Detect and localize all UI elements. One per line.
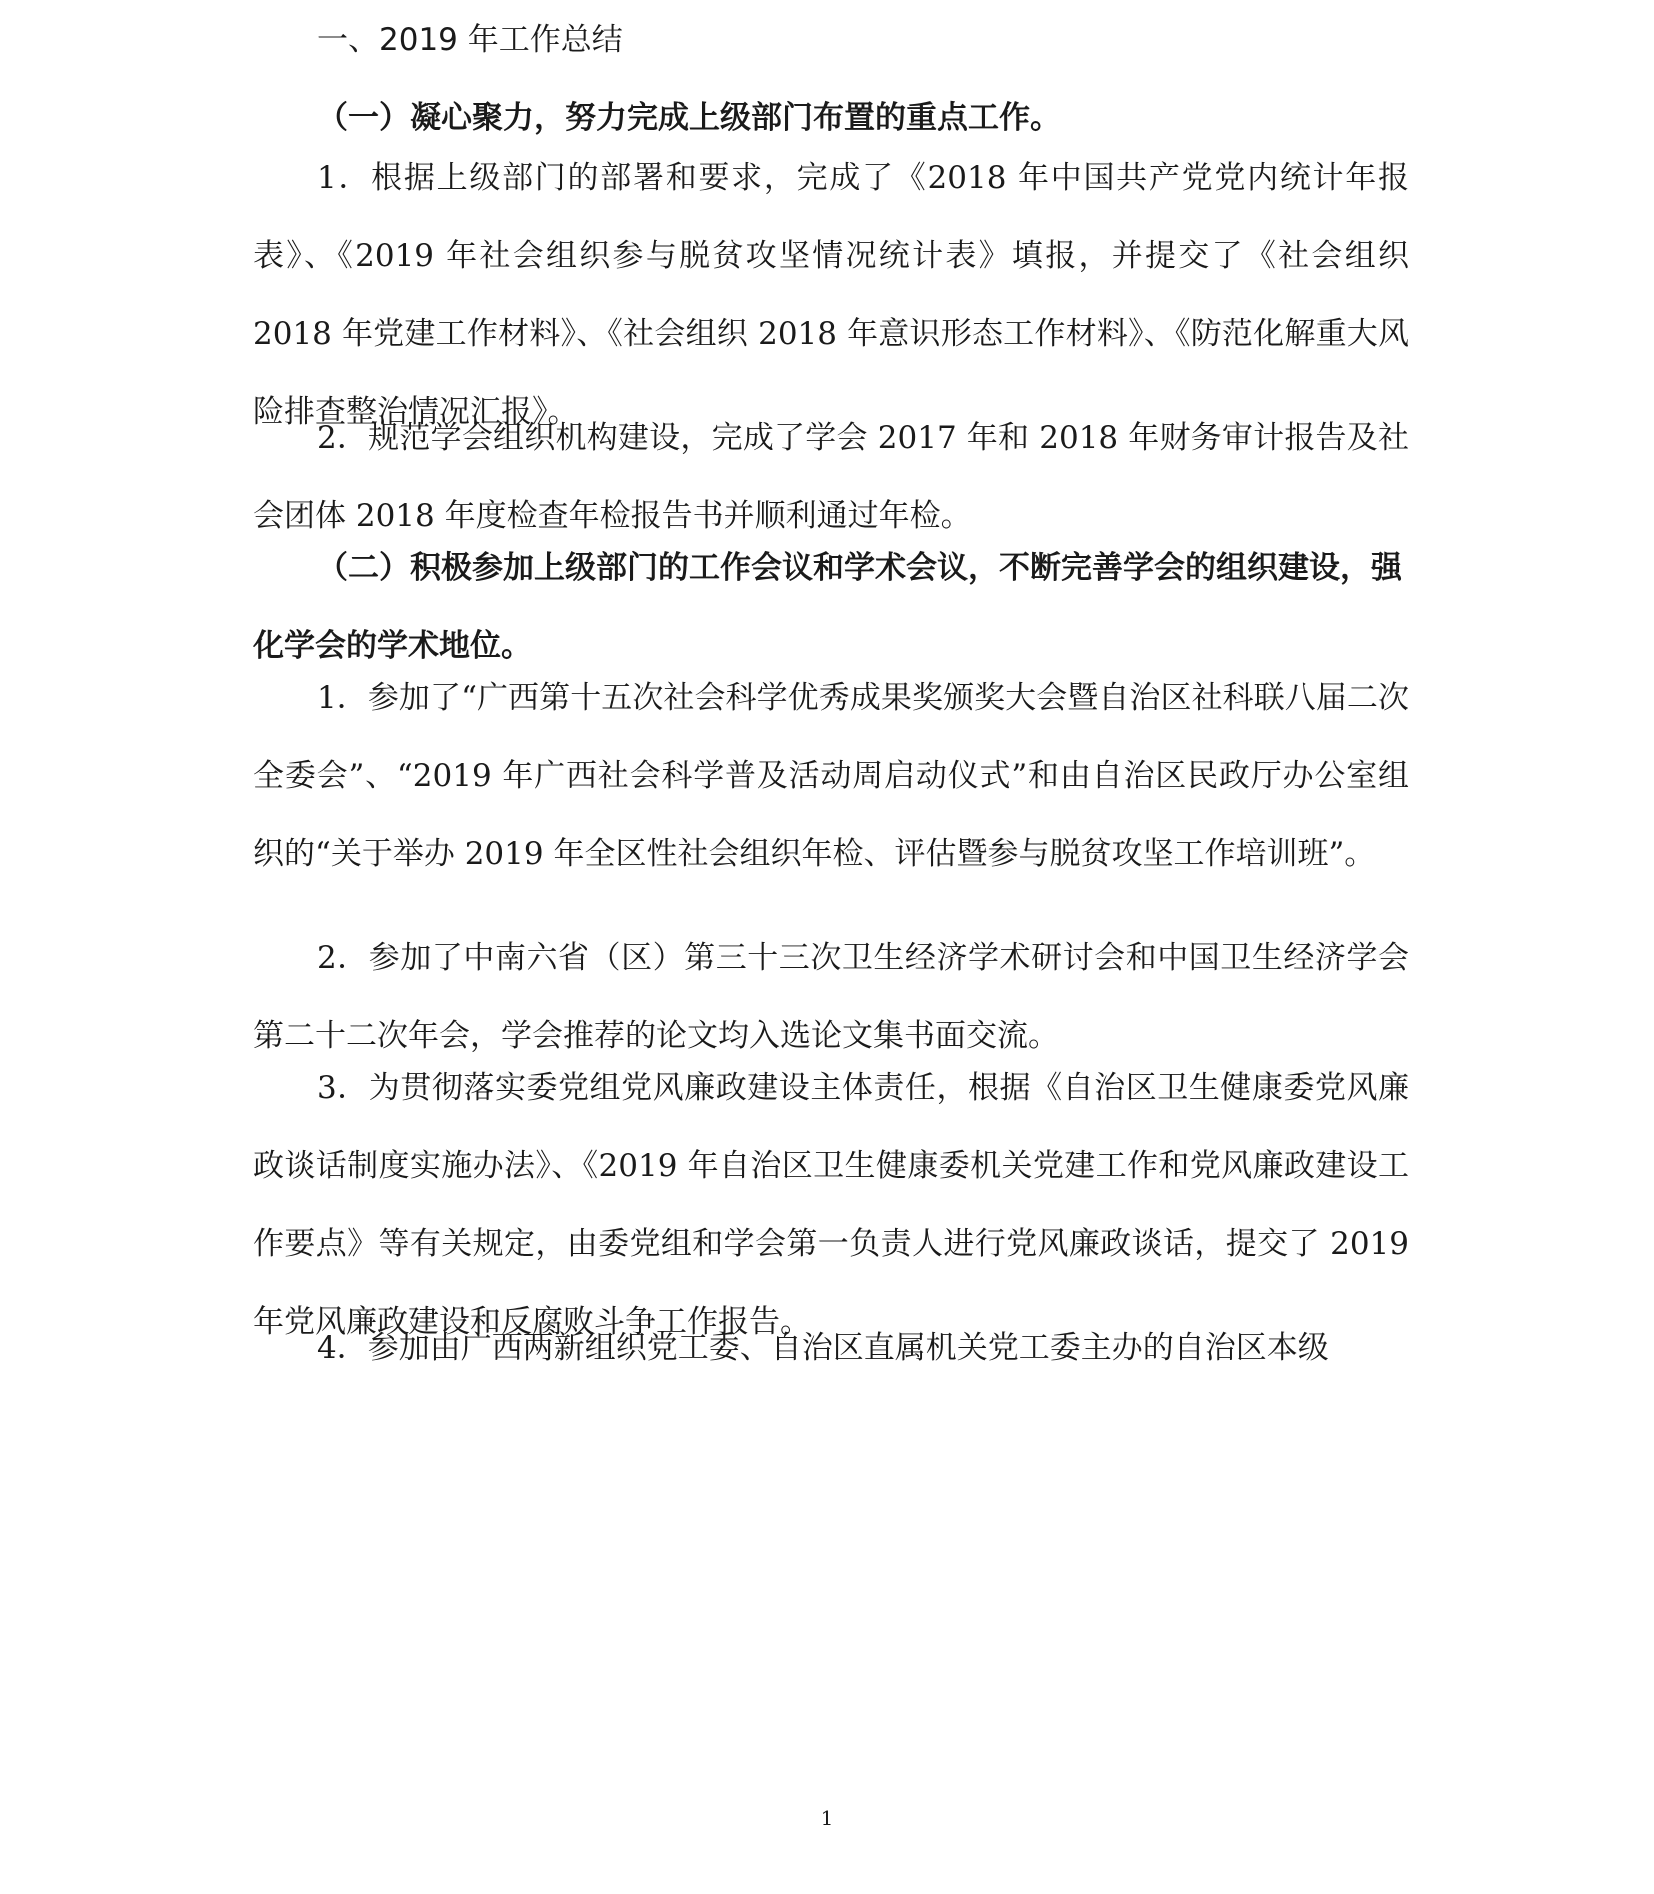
section-heading: 一、2019 年工作总结 — [317, 22, 623, 58]
page-number: 1 — [820, 1806, 834, 1830]
paragraph-1-1-text: 1．根据上级部门的部署和要求，完成了《2018 年中国共产党党内统计年报表》、《2019 年社会组织参与脱贫攻坚情况统计表》填报，并提交了《社会组织 2018 年党建工作材料》、《社会组织 2018 年意识形态工作材料》、《防范化解重大风险排查整治情况汇报》。 — [253, 160, 1409, 430]
paragraph-2-3-text: 3．为贯彻落实委党组党风廉政建设主体责任，根据《自治区卫生健康委党风廉政谈话制度实施办法》、《2019 年自治区卫生健康委机关党建工作和党风廉政建设工作要点》等有关规定，由委党组和学会第一负责人进行党风廉政谈话，提交了 2019 年党风廉政建设和反腐败斗争工作报告。 — [253, 1070, 1409, 1340]
paragraph-2-1 — [253, 659, 1409, 893]
paragraph-2-1-text: 1．参加了“广西第十五次社会科学优秀成果奖颁奖大会暨自治区社科联八届二次全委会”、“2019 年广西社会科学普及活动周启动仪式”和由自治区民政厅办公室组织的“关于举办 2019 年全区性社会组织年检、评估暨参与脱贫攻坚工作培训班”。 — [253, 680, 1409, 872]
subsection-heading-2-text: （二）积极参加上级部门的工作会议和学术会议，不断完善学会的组织建设，强化学会的学术地位。 — [253, 550, 1402, 664]
paragraph-2-2-text: 2．参加了中南六省（区）第三十三次卫生经济学术研讨会和中国卫生经济学会第二十二次年会，学会推荐的论文均入选论文集书面交流。 — [253, 940, 1409, 1054]
subsection-heading-1: （一）凝心聚力，努力完成上级部门布置的重点工作。 — [317, 100, 1061, 136]
paragraph-2-4 — [253, 1309, 1409, 1387]
paragraph-1-2-text: 2．规范学会组织机构建设，完成了学会 2017 年和 2018 年财务审计报告及社会团体 2018 年度检查年检报告书并顺利通过年检。 — [253, 420, 1409, 534]
paragraph-2-4-text: 4．参加由广西两新组织党工委、自治区直属机关党工委主办的自治区本级 — [317, 1330, 1329, 1366]
